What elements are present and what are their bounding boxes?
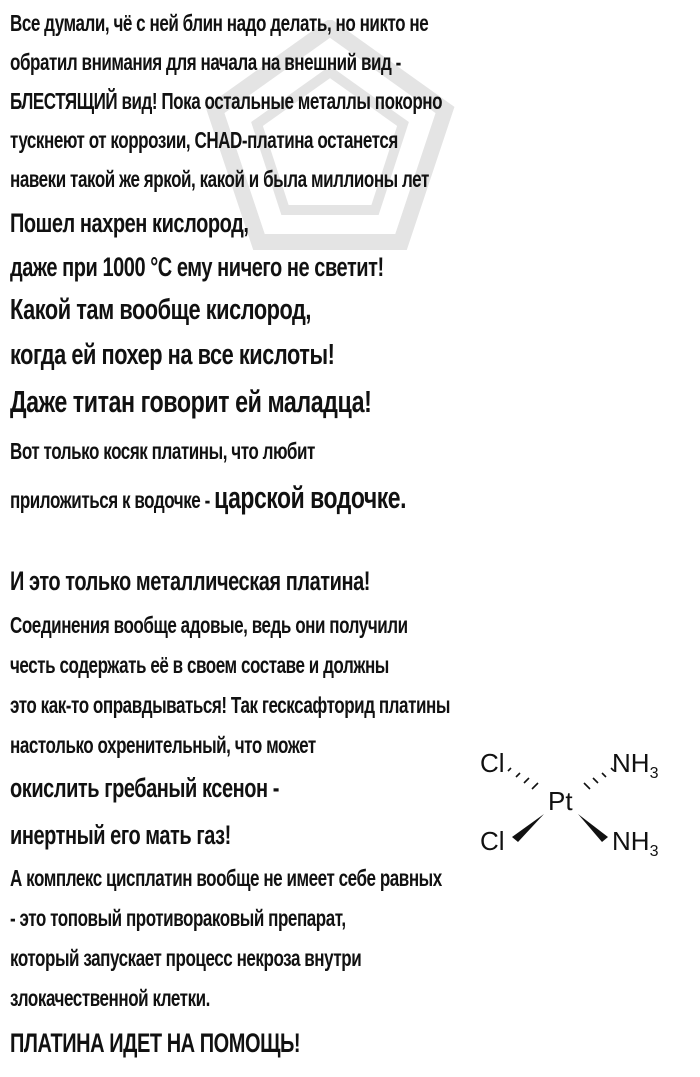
wedge-bond-bottom-left bbox=[512, 814, 544, 842]
atom-pt: Pt bbox=[548, 786, 573, 816]
atom-cl-bottom: Cl bbox=[480, 826, 505, 856]
text-line-20: А комплекс цисплатин вообще не имеет себе равных bbox=[10, 865, 442, 891]
text-line-15: честь содержать её в своем составе и должны bbox=[10, 652, 389, 678]
text-line-5: навеки такой же яркой, какой и была миллионы лет bbox=[10, 166, 429, 192]
group-nh3-top-main: NH bbox=[612, 748, 650, 778]
text-line-10: Даже титан говорит ей маладца! bbox=[10, 384, 372, 419]
text-line-9: когда ей похер на все кислоты! bbox=[10, 339, 335, 371]
text-line-6: Пошел нахрен кислород, bbox=[10, 208, 249, 238]
group-nh3-bottom-main: NH bbox=[612, 826, 650, 856]
text-line-7: даже при 1000 °C ему ничего не светит! bbox=[10, 252, 384, 282]
text-line-18: окислить гребаный ксенон - bbox=[10, 773, 279, 803]
wedge-bond-bottom-right bbox=[578, 814, 608, 842]
cisplatin-structure bbox=[478, 742, 668, 872]
text-line-24: ПЛАТИНА ИДЕТ НА ПОМОЩЬ! bbox=[10, 1028, 301, 1058]
text-line-19: инертный его мать газ! bbox=[10, 820, 231, 850]
text-line-8: Какой там вообще кислород, bbox=[10, 294, 312, 326]
group-nh3-top bbox=[612, 748, 659, 782]
text-line-13: И это только металлическая платина! bbox=[10, 566, 370, 596]
text-line-12-start: приложиться к водочке - bbox=[10, 487, 215, 513]
atom-cl-top: Cl bbox=[480, 748, 505, 778]
text-line-11: Вот только косяк платины, что любит bbox=[10, 438, 315, 464]
hashed-bond-top-right bbox=[584, 768, 614, 789]
text-line-4: тускнеют от коррозии, CHAD-платина останется bbox=[10, 127, 398, 153]
text-line-12 bbox=[10, 482, 406, 513]
group-nh3-top-sub: 3 bbox=[649, 765, 659, 782]
text-line-21: - это топовый противораковый препарат, bbox=[10, 905, 346, 931]
text-line-16: это как-то оправдываться! Так гесксафторид платины bbox=[10, 692, 450, 718]
text-line-3: БЛЕСТЯЩИЙ вид! Пока остальные металлы покорно bbox=[10, 88, 443, 114]
text-line-17: настолько охренительный, что может bbox=[10, 732, 316, 758]
text-line-2: обратил внимания для начала на внешний вид - bbox=[10, 49, 401, 75]
text-line-14: Соединения вообще адовые, ведь они получили bbox=[10, 612, 408, 638]
text-line-22: который запускает процесс некроза внутри bbox=[10, 945, 362, 971]
hashed-bond-top-left bbox=[508, 768, 538, 789]
group-nh3-bottom bbox=[612, 826, 659, 860]
text-line-23: злокачественной клетки. bbox=[10, 985, 210, 1011]
tsar-vodka-highlight: царской водочке. bbox=[214, 480, 407, 515]
text-line-1: Все думали, чё с ней блин надо делать, но никто не bbox=[10, 10, 429, 36]
group-nh3-bottom-sub: 3 bbox=[649, 843, 659, 860]
